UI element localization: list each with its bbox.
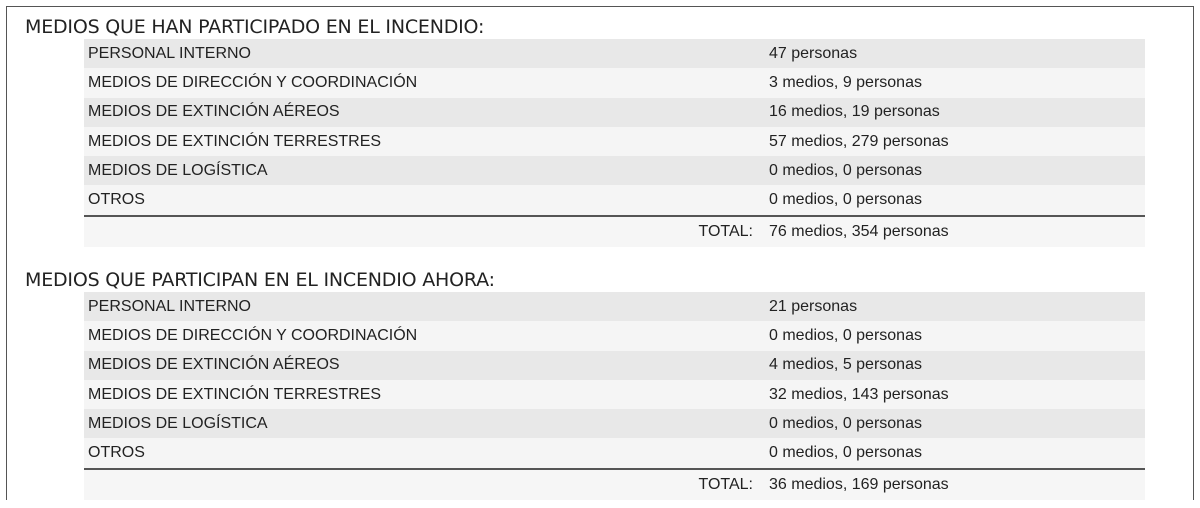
- table-row: [84, 98, 1145, 127]
- row-label: MEDIOS DE EXTINCIÓN TERRESTRES: [88, 132, 382, 150]
- table-row: [84, 380, 1145, 409]
- table-row: [84, 292, 1145, 321]
- row-value: 47 personas: [769, 44, 858, 62]
- row-value: 4 medios, 5 personas: [769, 356, 922, 374]
- table-row: [84, 321, 1145, 350]
- total-row: [84, 215, 1145, 247]
- row-value: 3 medios, 9 personas: [769, 73, 922, 91]
- total-row: [84, 468, 1145, 500]
- total-label: TOTAL:: [698, 475, 753, 493]
- table-row: [84, 351, 1145, 380]
- total-value: 76 medios, 354 personas: [769, 222, 949, 240]
- row-label: PERSONAL INTERNO: [88, 297, 251, 315]
- table-participated: [84, 39, 1145, 247]
- row-label: MEDIOS DE DIRECCIÓN Y COORDINACIÓN: [88, 73, 418, 91]
- row-value: 0 medios, 0 personas: [769, 191, 922, 209]
- row-label: MEDIOS DE LOGÍSTICA: [88, 161, 268, 179]
- row-label: PERSONAL INTERNO: [88, 44, 251, 62]
- row-value: 0 medios, 0 personas: [769, 161, 922, 179]
- table-row: [84, 409, 1145, 438]
- table-row: [84, 438, 1145, 467]
- row-value: 0 medios, 0 personas: [769, 326, 922, 344]
- row-value: 0 medios, 0 personas: [769, 414, 922, 432]
- section-title-participated: MEDIOS QUE HAN PARTICIPADO EN EL INCENDIO:: [25, 16, 485, 38]
- row-label: MEDIOS DE DIRECCIÓN Y COORDINACIÓN: [88, 326, 418, 344]
- total-value: 36 medios, 169 personas: [769, 475, 949, 493]
- row-label: MEDIOS DE EXTINCIÓN AÉREOS: [88, 356, 340, 374]
- table-current: [84, 292, 1145, 500]
- table-row: [84, 68, 1145, 97]
- row-value: 21 personas: [769, 297, 858, 315]
- total-label: TOTAL:: [698, 222, 753, 240]
- table-row: [84, 156, 1145, 185]
- table-row: [84, 39, 1145, 68]
- row-label: OTROS: [88, 444, 145, 462]
- row-label: MEDIOS DE LOGÍSTICA: [88, 414, 268, 432]
- section-title-current: MEDIOS QUE PARTICIPAN EN EL INCENDIO AHORA:: [25, 269, 495, 291]
- table-row: [84, 185, 1145, 214]
- row-label: MEDIOS DE EXTINCIÓN TERRESTRES: [88, 385, 382, 403]
- row-value: 57 medios, 279 personas: [769, 132, 949, 150]
- table-row: [84, 127, 1145, 156]
- row-label: OTROS: [88, 191, 145, 209]
- row-label: MEDIOS DE EXTINCIÓN AÉREOS: [88, 103, 340, 121]
- row-value: 16 medios, 19 personas: [769, 103, 940, 121]
- row-value: 0 medios, 0 personas: [769, 444, 922, 462]
- row-value: 32 medios, 143 personas: [769, 385, 949, 403]
- report-panel: [6, 6, 1194, 500]
